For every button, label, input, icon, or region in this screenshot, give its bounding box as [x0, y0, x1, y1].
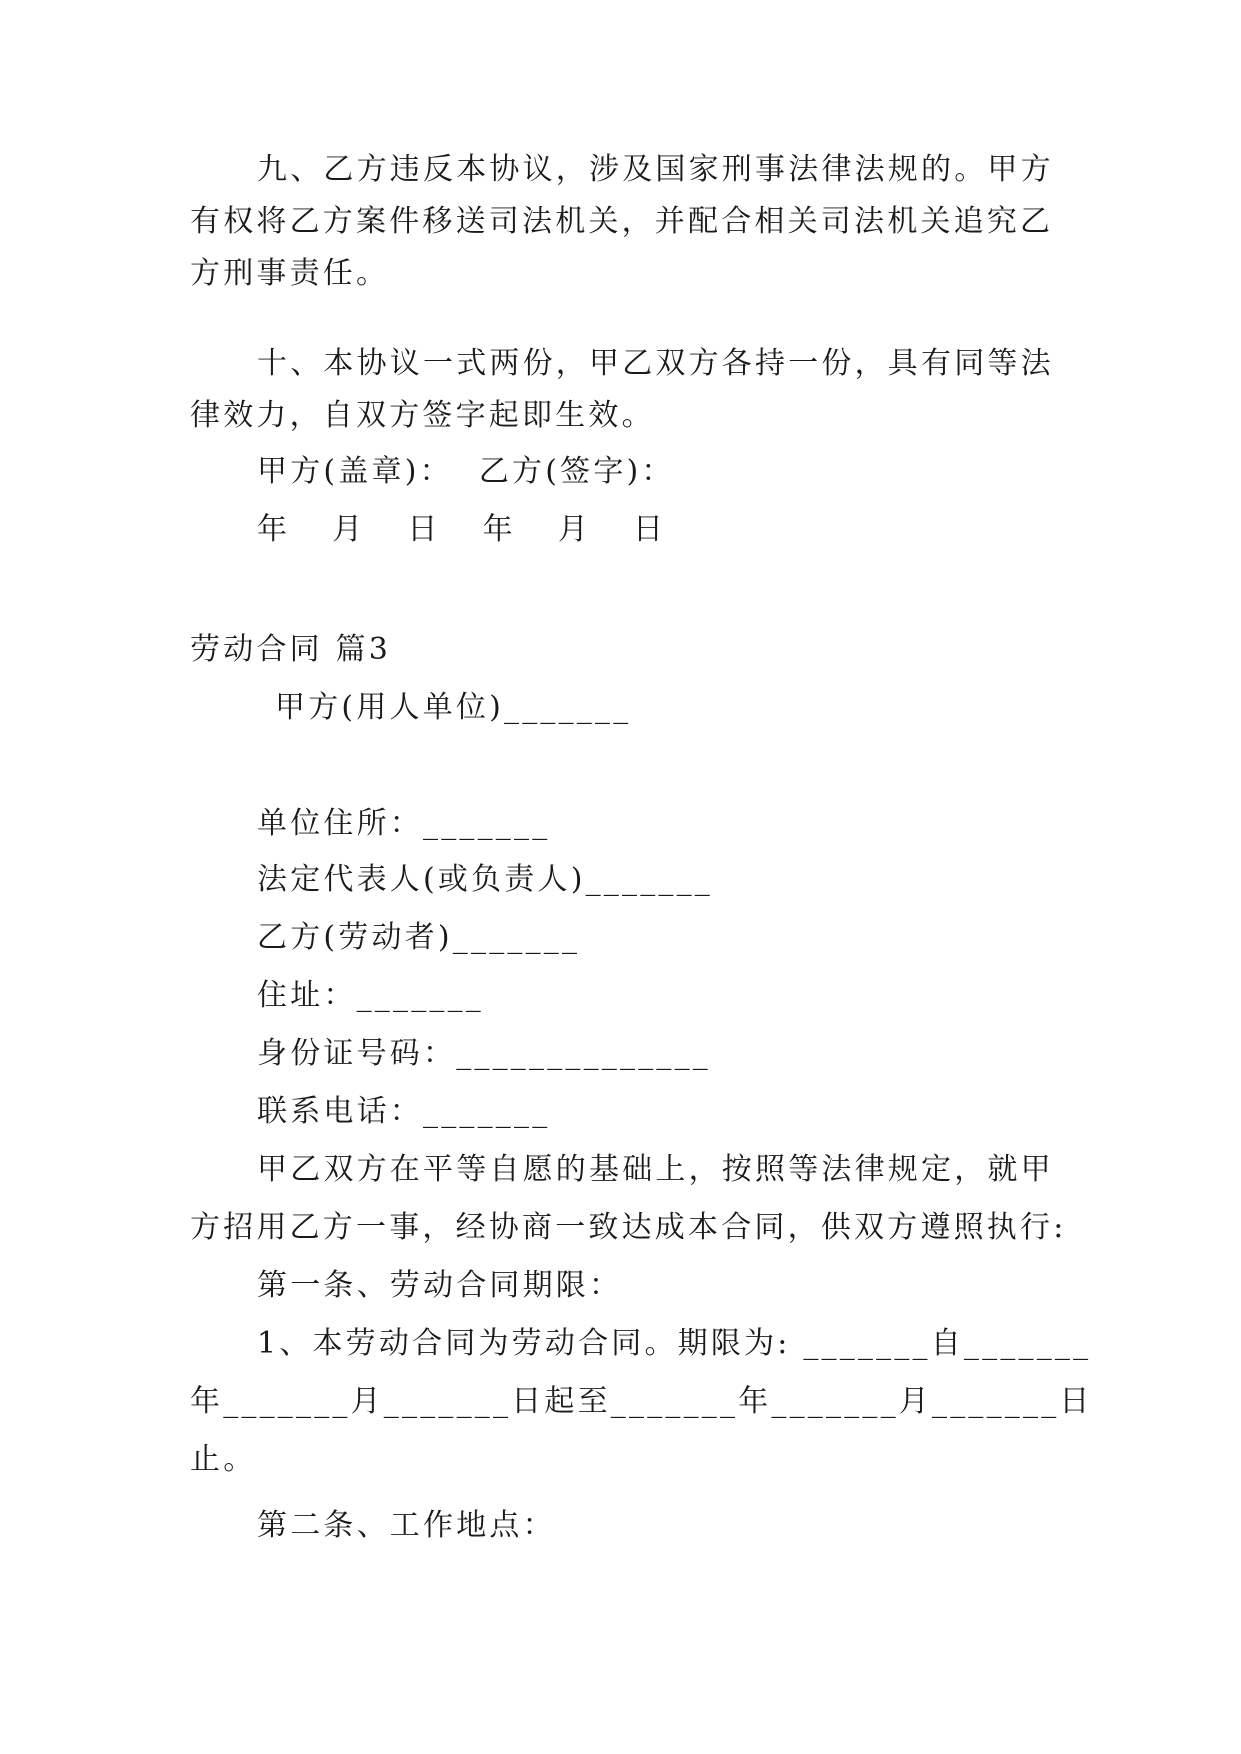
clause-9-line-3: 方刑事责任。	[190, 256, 390, 291]
employer-address-field: 单位住所：_______	[257, 806, 551, 841]
contract-3-heading: 劳动合同 篇3	[190, 632, 392, 667]
date-a-year: 年	[257, 512, 291, 547]
date-line	[257, 510, 1060, 550]
article-1-clause-1-line-1: 1、本劳动合同为劳动合同。期限为: _______自_______	[257, 1326, 1092, 1361]
article-1-clause-1-line-3: 止。	[190, 1442, 257, 1477]
date-b-day: 日	[633, 512, 667, 547]
clause-9-line-2: 有权将乙方案件移送司法机关，并配合相关司法机关追究乙	[190, 204, 1054, 239]
date-b-year: 年	[482, 512, 516, 547]
party-a-seal-label: 甲方(盖章)：	[257, 454, 453, 489]
phone-field: 联系电话：_______	[257, 1094, 551, 1129]
id-number-field: 身份证号码：______________	[257, 1036, 711, 1071]
employer-field: 甲方(用人单位)_______	[275, 690, 632, 725]
preamble-line-2: 方招用乙方一事，经协商一致达成本合同，供双方遵照执行:	[190, 1210, 1067, 1245]
residence-field: 住址：_______	[257, 978, 484, 1013]
clause-10-line-1: 十、本协议一式两份，甲乙双方各持一份，具有同等法	[257, 346, 1054, 381]
article-1-clause-1-line-2: 年_______月_______日起至_______年_______月_______日	[190, 1384, 1093, 1419]
date-a-day: 日	[407, 512, 441, 547]
preamble-line-1: 甲乙双方在平等自愿的基础上，按照等法律规定，就甲	[257, 1152, 1054, 1187]
article-2-title: 第二条、工作地点：	[257, 1508, 556, 1543]
legal-representative-field: 法定代表人(或负责人)_______	[257, 862, 714, 897]
article-1-title: 第一条、劳动合同期限：	[257, 1268, 623, 1303]
clause-9-line-1: 九、乙方违反本协议，涉及国家刑事法律法规的。甲方	[257, 152, 1054, 187]
party-b-sign-label: 乙方(签字)：	[478, 454, 675, 489]
clause-10-line-2: 律效力，自双方签字起即生效。	[190, 398, 655, 433]
signature-line	[257, 452, 1060, 492]
employee-field: 乙方(劳动者)_______	[257, 920, 581, 955]
date-a-month: 月	[332, 512, 366, 547]
date-b-month: 月	[557, 512, 592, 547]
